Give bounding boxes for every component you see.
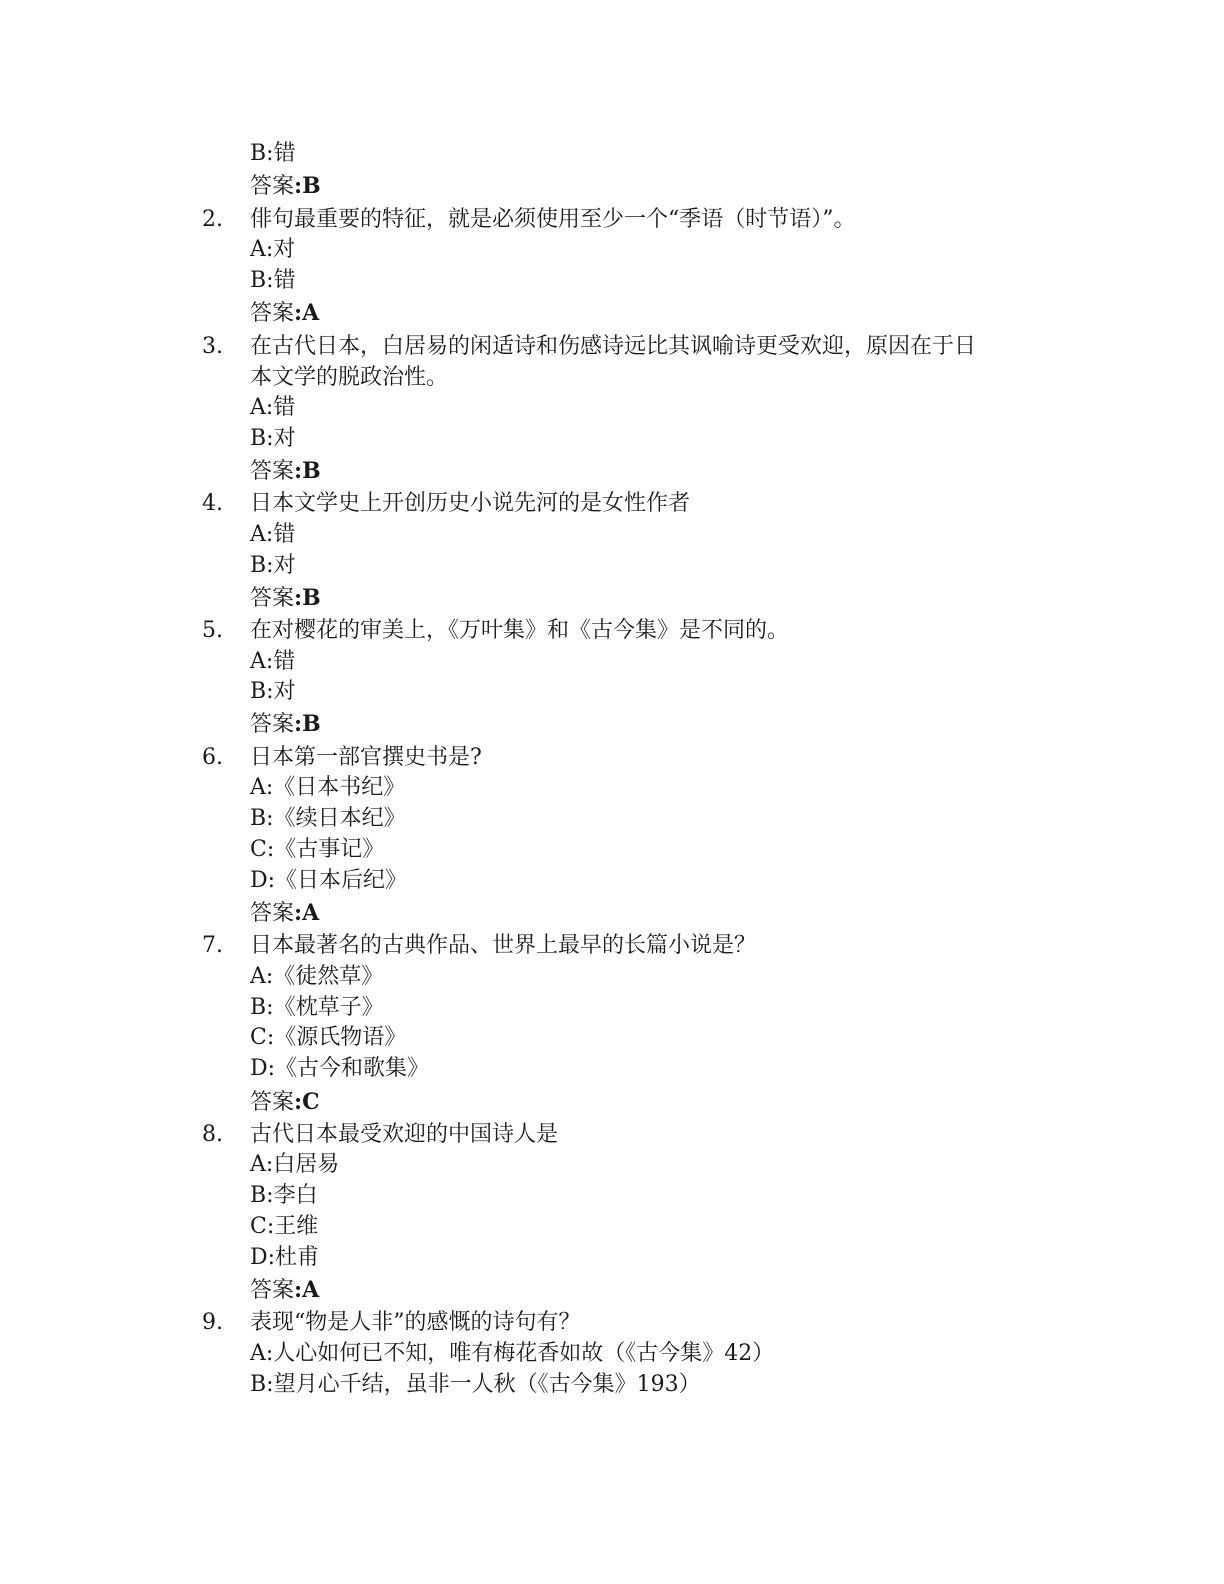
- question-stem: 表现“物是人非”的感慨的诗句有？: [250, 1310, 581, 1335]
- option-line: D:杜甫: [250, 1245, 320, 1270]
- option-line: A:《日本书纪》: [250, 775, 406, 800]
- answer-label: 答案: [250, 1090, 295, 1115]
- answer-value: :A: [294, 1277, 320, 1303]
- question-stem: 在对樱花的审美上，《万叶集》和《古今集》是不同的。: [250, 618, 790, 643]
- answer-value: :C: [294, 1089, 320, 1115]
- option-line: A:错: [250, 522, 296, 547]
- answer-label: 答案: [250, 301, 295, 326]
- option-line: A:对: [250, 237, 296, 262]
- answer-value: :A: [294, 300, 320, 326]
- answer-label: 答案: [250, 901, 295, 926]
- option-line: B:对: [250, 679, 296, 704]
- answer-label: 答案: [250, 712, 295, 737]
- option-line: A:错: [250, 395, 296, 420]
- answer-line: [250, 457, 321, 486]
- option-line: B:望月心千结，虽非一人秋（《古今集》193）: [250, 1372, 701, 1397]
- question-number: 8.: [202, 1122, 223, 1147]
- question-number: 3.: [202, 334, 223, 359]
- option-line: D:《日本后纪》: [250, 868, 408, 893]
- option-line: D:《古今和歌集》: [250, 1056, 430, 1081]
- question-number: 4.: [202, 491, 223, 516]
- option-line: A:《徒然草》: [250, 964, 384, 989]
- question-number: 2.: [202, 207, 223, 232]
- answer-value: :B: [294, 711, 321, 737]
- question-stem: 日本第一部官撰史书是?: [250, 745, 482, 770]
- answer-line: [250, 584, 321, 613]
- option-line: B:《枕草子》: [250, 995, 384, 1020]
- option-line: A:错: [250, 649, 296, 674]
- question-number: 9.: [202, 1310, 223, 1335]
- answer-label: 答案: [250, 459, 295, 484]
- option-line: B:《续日本纪》: [250, 806, 406, 831]
- option-line: C:王维: [250, 1214, 319, 1239]
- answer-line: [250, 710, 321, 739]
- question-number: 5.: [202, 618, 223, 643]
- question-stem: 古代日本最受欢迎的中国诗人是: [250, 1122, 559, 1147]
- answer-value: :B: [294, 458, 321, 484]
- answer-line: [250, 299, 319, 328]
- option-line: A:白居易: [250, 1152, 340, 1177]
- answer-line: [250, 899, 319, 928]
- question-stem: 在古代日本，白居易的闲适诗和伤感诗远比其讽喻诗更受欢迎，原因在于日: [250, 334, 977, 359]
- option-line: B:错: [250, 268, 296, 293]
- question-number: 6.: [202, 745, 223, 770]
- question-stem: 俳句最重要的特征，就是必须使用至少一个“季语（时节语）”。: [250, 207, 856, 232]
- question-stem: 日本最著名的古典作品、世界上最早的长篇小说是？: [250, 933, 757, 958]
- option-line: B:对: [250, 553, 296, 578]
- answer-value: :A: [294, 900, 320, 926]
- option-line: A:人心如何已不知，唯有梅花香如故（《古今集》42）: [250, 1341, 775, 1366]
- option-line: B:错: [250, 141, 296, 166]
- answer-label: 答案: [250, 1278, 295, 1303]
- question-stem: 日本文学史上开创历史小说先河的是女性作者: [250, 491, 691, 516]
- answer-value: :B: [294, 173, 321, 199]
- option-line: C:《源氏物语》: [250, 1025, 407, 1050]
- option-line: B:对: [250, 426, 296, 451]
- option-line: B:李白: [250, 1183, 318, 1208]
- answer-line: [250, 1276, 319, 1305]
- answer-line: [250, 172, 321, 201]
- question-number: 7.: [202, 933, 223, 958]
- question-stem-continued: 本文学的脱政治性。: [250, 365, 449, 390]
- answer-label: 答案: [250, 174, 295, 199]
- answer-line: [250, 1088, 320, 1117]
- answer-label: 答案: [250, 586, 295, 611]
- option-line: C:《古事记》: [250, 837, 385, 862]
- answer-value: :B: [294, 585, 321, 611]
